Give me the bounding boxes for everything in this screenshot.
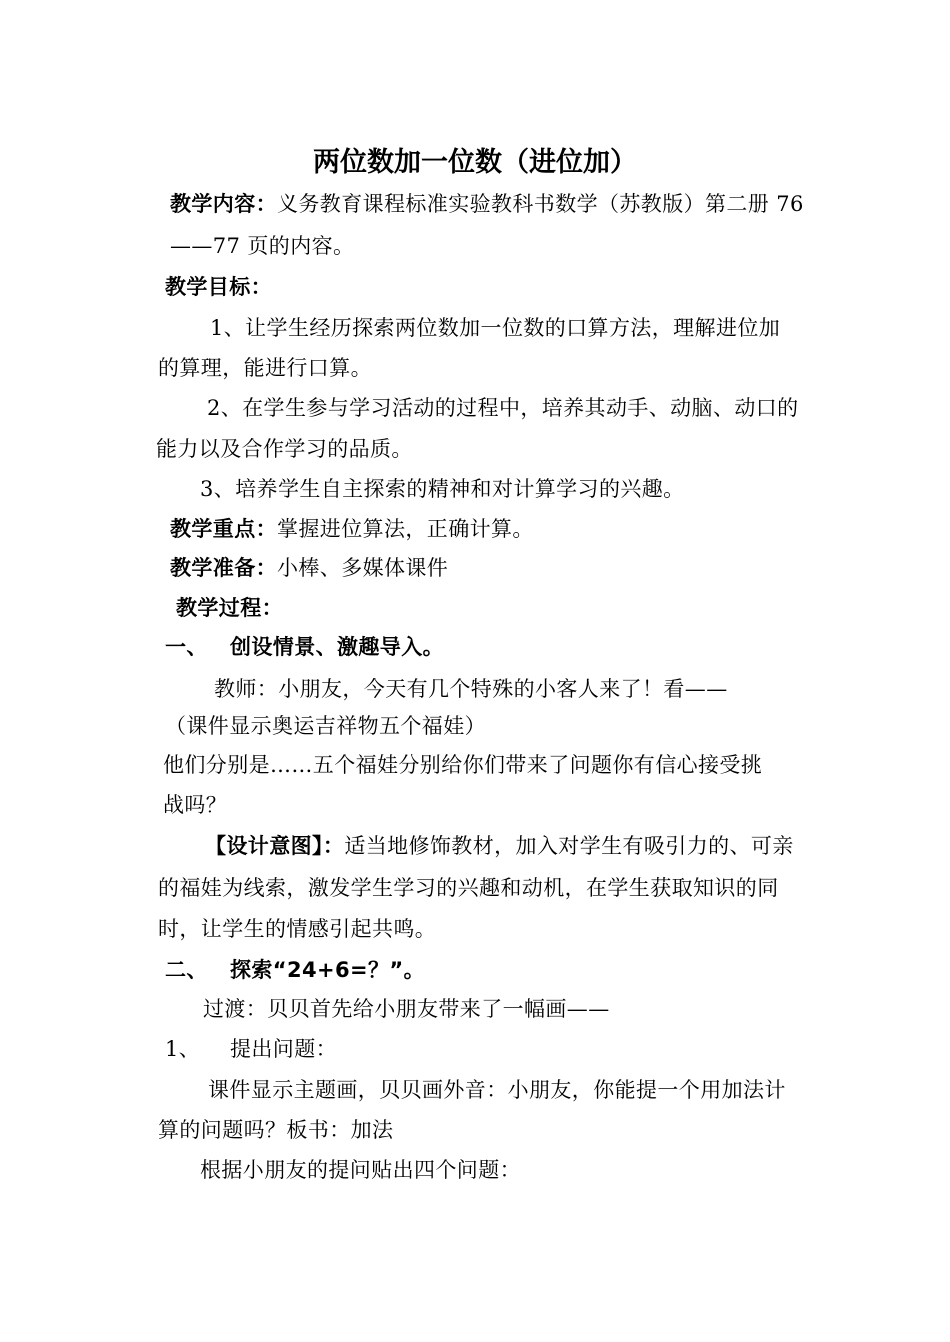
- goal-3: 3、培养学生自主探索的精神和对计算学习的兴趣。: [200, 477, 685, 501]
- teaching-content-text: 义务教育课程标准实验教科书数学（苏教版）第二册 76: [277, 192, 804, 216]
- teaching-focus-label: 教学重点：: [170, 517, 277, 541]
- section-2-number: 二、: [165, 958, 208, 982]
- section-2-para-2: 根据小朋友的提问贴出四个问题：: [200, 1158, 521, 1182]
- teaching-content-continuation: ——77 页的内容。: [170, 234, 355, 258]
- design-intent-label: 【设计意图】：: [205, 834, 345, 858]
- teaching-process-label: 教学过程：: [176, 596, 283, 620]
- section-1-para-3-line-2: 战吗？: [163, 793, 228, 817]
- teaching-focus-text: 掌握进位算法，正确计算。: [277, 517, 534, 541]
- design-intent-line-2: 的福娃为线索，激发学生学习的兴趣和动机，在学生获取知识的同: [158, 876, 779, 900]
- goal-1-line-2: 的算理，能进行口算。: [158, 356, 372, 380]
- section-1-heading: 创设情景、激趣导入。: [230, 635, 444, 659]
- goal-1-line-1: 1、让学生经历探索两位数加一位数的口算方法，理解进位加: [210, 316, 781, 340]
- teaching-prep-line: [170, 554, 448, 582]
- subsection-1-heading: 提出问题：: [230, 1037, 337, 1061]
- teaching-prep-text: 小棒、多媒体课件: [277, 556, 449, 580]
- document-title: 两位数加一位数（进位加）: [313, 147, 637, 178]
- section-1-para-1: 教师：小朋友，今天有几个特殊的小客人来了！看——: [214, 677, 728, 701]
- design-intent-line-3: 时，让学生的情感引起共鸣。: [158, 917, 437, 941]
- teaching-goals-label: 教学目标：: [165, 275, 272, 299]
- teaching-content-label: 教学内容：: [170, 192, 277, 216]
- subsection-1-number: 1、: [165, 1037, 201, 1061]
- teaching-prep-label: 教学准备：: [170, 556, 277, 580]
- section-2-para-1-line-1: 课件显示主题画，贝贝画外音：小朋友，你能提一个用加法计: [208, 1078, 786, 1102]
- section-2-transition: 过渡：贝贝首先给小朋友带来了一幅画——: [203, 997, 610, 1021]
- section-1-para-3-line-1: 他们分别是……五个福娃分别给你们带来了问题你有信心接受挑: [163, 753, 763, 777]
- section-2-heading: 探索“24+6=？”。: [230, 958, 426, 982]
- goal-2-line-2: 能力以及合作学习的品质。: [156, 437, 413, 461]
- section-1-para-2: （课件显示奥运吉祥物五个福娃）: [165, 714, 486, 738]
- teaching-focus-line: [170, 515, 534, 543]
- goal-2-line-1: 2、在学生参与学习活动的过程中，培养其动手、动脑、动口的: [207, 396, 799, 420]
- design-intent-line-1: [205, 832, 794, 860]
- design-intent-text: 适当地修饰教材，加入对学生有吸引力的、可亲: [344, 834, 794, 858]
- section-2-para-1-line-2: 算的问题吗？板书：加法: [158, 1118, 394, 1142]
- teaching-content-line: [170, 190, 804, 218]
- section-1-number: 一、: [165, 635, 208, 659]
